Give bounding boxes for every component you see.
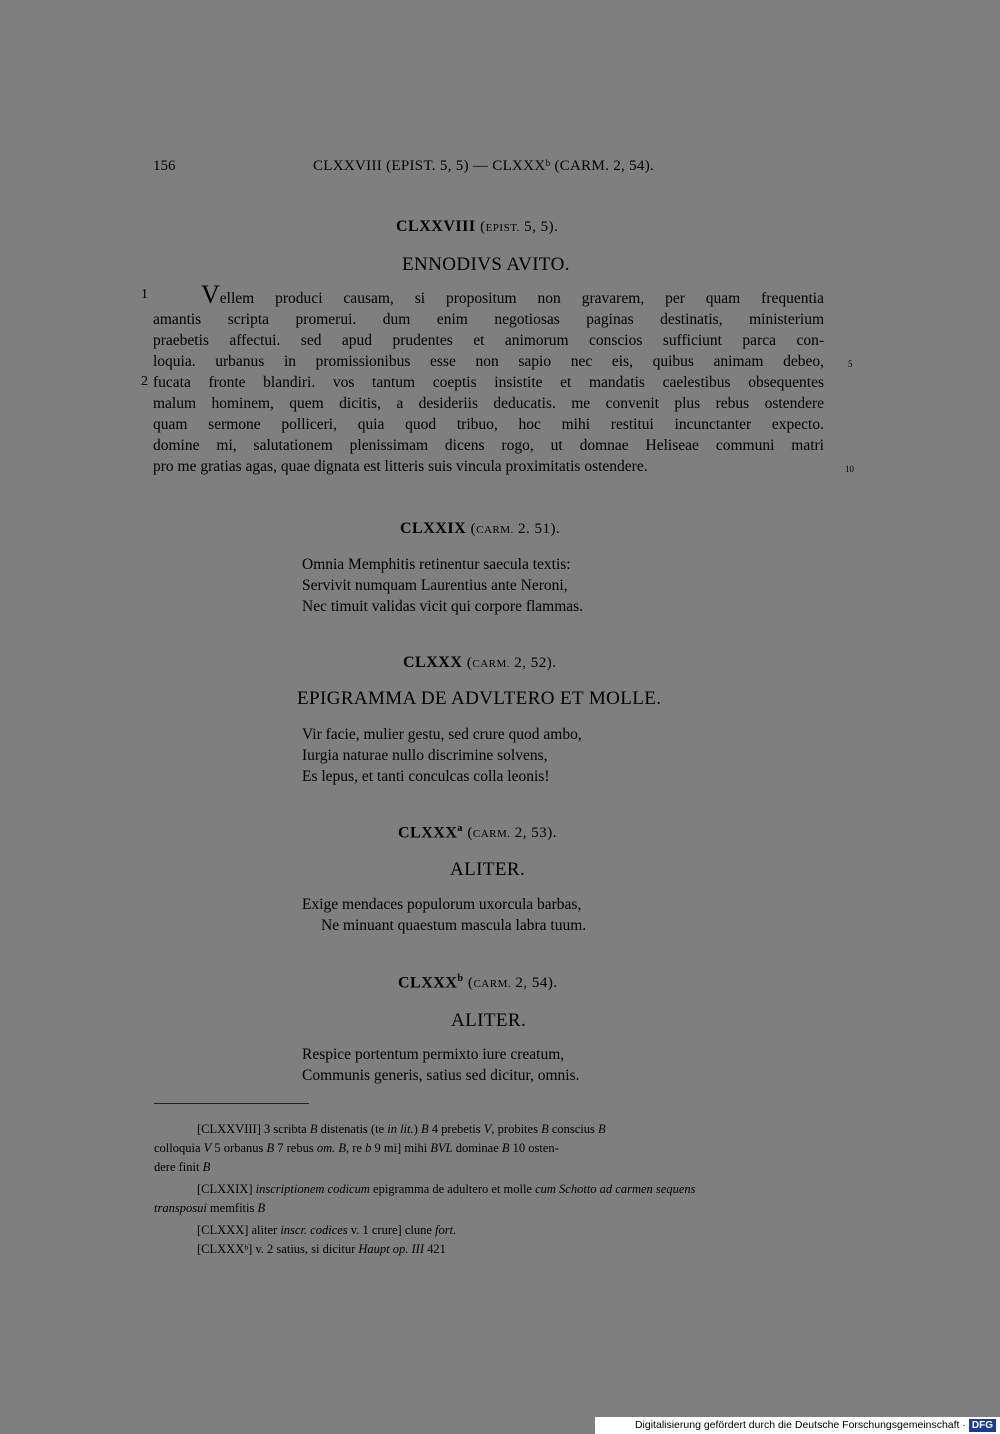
note-text: dominae	[452, 1141, 502, 1155]
section-title-ennodius-avito: ENNODIVS AVITO.	[402, 254, 570, 275]
note-text: [CLXXX] aliter	[197, 1223, 281, 1237]
verse-line: Communis generis, satius sed dicitur, omnis.	[302, 1067, 580, 1084]
heading-superscript: b	[457, 973, 464, 984]
note-siglum: b	[365, 1141, 372, 1155]
source-ref: 5, 5).	[519, 219, 559, 235]
apparatus-line-6	[154, 1221, 824, 1240]
footnote-rule	[154, 1103, 309, 1104]
heading-number: CLXXX	[398, 824, 458, 842]
letter-body	[153, 280, 824, 477]
critical-apparatus	[154, 1120, 824, 1259]
prose-line-8: domine mi, salutationem plenissimam dicens rogo, ut domnae Heliseae communi matri	[153, 437, 824, 454]
dfg-logo: DFG	[969, 1419, 996, 1432]
note-siglum: V	[483, 1122, 492, 1136]
note-text: 5 orbanus	[211, 1141, 267, 1155]
note-text: [CLXXIX]	[197, 1182, 256, 1196]
heading-source	[468, 975, 558, 991]
heading-source	[471, 521, 561, 537]
apparatus-line-5	[154, 1199, 824, 1218]
heading-source	[467, 655, 557, 671]
note-text: , probites	[491, 1122, 542, 1136]
prose-line-5: fucata fronte blandiri. vos tantum coeptis insistite et mandatis caelestibus obsequentes	[153, 374, 824, 391]
source-ref: 2, 53).	[510, 825, 558, 842]
heading-number: CLXXX	[403, 654, 463, 671]
section-heading-clxxx-b	[398, 973, 558, 992]
section-heading-clxxviii	[396, 218, 558, 236]
source-abbrev: CARM.	[472, 658, 511, 670]
note-text: colloquia	[154, 1141, 204, 1155]
section-title-aliter: ALITER.	[451, 1010, 527, 1031]
note-text: , re	[346, 1141, 366, 1155]
prose-line-7: quam sermone polliceri, quia quod tribuo, hoc mihi restitui incunctanter expecto.	[153, 416, 824, 433]
note-siglum: B	[202, 1160, 211, 1174]
source-abbrev: CARM.	[476, 524, 514, 536]
verse-line: Iurgia naturae nullo discrimine solvens,	[302, 747, 548, 764]
source-open: (	[480, 219, 486, 235]
drop-initial: V	[201, 280, 220, 309]
note-text: memfitis	[206, 1201, 258, 1215]
note-text: v. 1 crure] clune	[347, 1223, 436, 1237]
prose-line-1-text: ellem produci causam, si propositum non gravarem, per quam frequentia	[219, 290, 824, 307]
line-number-10: 10	[845, 464, 854, 474]
verse-line: Respice portentum permixto iure creatum,	[302, 1046, 565, 1063]
note-text: )	[413, 1122, 421, 1136]
note-text: 9 mi] mihi	[371, 1141, 431, 1155]
section-heading-clxxx-a	[398, 823, 557, 842]
page-number: 156	[153, 158, 176, 174]
source-open: (	[466, 655, 473, 671]
verse-line: Es lepus, et tanti conculcas colla leonis!	[302, 768, 550, 785]
note-italic: transposui	[154, 1201, 207, 1215]
source-ref: 2, 52).	[510, 655, 557, 671]
source-open: (	[467, 825, 473, 842]
note-siglum: B	[541, 1122, 549, 1136]
note-text: 4 prebetis	[428, 1122, 484, 1136]
verse-line: Ne minuant quaestum mascula labra tuum.	[321, 917, 587, 934]
apparatus-line-4	[154, 1180, 824, 1199]
heading-superscript: a	[457, 823, 463, 834]
heading-source	[467, 825, 557, 841]
poem-clxxx	[302, 724, 582, 787]
note-siglum: B	[257, 1201, 266, 1215]
apparatus-line-3	[154, 1158, 824, 1177]
prose-line-2: amantis scripta promerui. dum enim negotiosas paginas destinatis, ministerium	[153, 311, 824, 328]
note-text: distenatis (te	[317, 1122, 388, 1136]
poem-clxxx-a	[302, 894, 586, 936]
note-text: [CLXXVIII] 3 scribta	[197, 1122, 310, 1136]
note-italic: fort.	[435, 1223, 457, 1237]
poem-clxxix	[302, 554, 583, 617]
verse-line: Omnia Memphitis retinentur saecula textis:	[302, 556, 571, 573]
source-abbrev: EPIST.	[485, 222, 520, 234]
note-siglum: BVL	[430, 1141, 453, 1155]
prose-line-3: praebetis affectui. sed apud prudentes et animorum conscios sufficiunt parca con-	[153, 332, 824, 349]
note-text: 7 rebus	[274, 1141, 317, 1155]
note-text: dere finit	[154, 1160, 203, 1174]
note-text: 10 osten-	[509, 1141, 559, 1155]
apparatus-line-7	[154, 1240, 824, 1259]
section-heading-clxxx	[403, 654, 557, 672]
prose-line-1	[153, 280, 824, 309]
source-ref: 2. 51).	[513, 521, 561, 537]
source-abbrev: CARM.	[473, 978, 512, 991]
note-siglum: B	[501, 1141, 510, 1155]
note-italic: in lit.	[387, 1122, 414, 1136]
source-ref: 2, 54).	[511, 975, 558, 992]
heading-number: CLXXIX	[400, 520, 467, 537]
note-text: conscius	[548, 1122, 599, 1136]
apparatus-line-1	[154, 1120, 824, 1139]
note-siglum: B	[420, 1122, 429, 1136]
section-heading-clxxix	[400, 520, 560, 538]
note-siglum: B	[598, 1122, 606, 1136]
source-open: (	[467, 975, 474, 992]
verse-line: Vir facie, mulier gestu, sed crure quod ambo,	[302, 726, 582, 743]
note-siglum: V	[203, 1141, 212, 1155]
digitization-credit	[595, 1417, 1000, 1434]
verse-line: Nec timuit validas vicit qui corpore flammas.	[302, 598, 584, 615]
note-italic: cum Schotto ad carmen sequens	[535, 1182, 696, 1196]
running-title: CLXXVIII (EPIST. 5, 5) — CLXXXᵇ (CARM. 2, 54).	[313, 158, 655, 174]
source-abbrev: CARM.	[472, 828, 511, 841]
poem-clxxx-b	[302, 1044, 580, 1086]
prose-line-9: pro me gratias agas, quae dignata est litteris suis vincula proximitatis ostendere.	[153, 458, 648, 475]
note-italic: inscr. codices	[280, 1223, 348, 1237]
note-text: 421	[424, 1242, 446, 1256]
verse-line: Servivit numquam Laurentius ante Neroni,	[302, 577, 568, 594]
verse-line: Exige mendaces populorum uxorcula barbas,	[302, 896, 582, 913]
credit-text: Digitalisierung gefördert durch die Deutsche Forschungsgemeinschaft ·	[634, 1419, 966, 1431]
note-siglum: B	[309, 1122, 318, 1136]
note-text: [CLXXXᵇ] v. 2 satius, si dicitur	[197, 1242, 359, 1256]
prose-line-6: malum hominem, quem dicitis, a desideriis deducatis. me convenit plus rebus ostendere	[153, 395, 824, 412]
heading-number: CLXXVIII	[396, 218, 476, 235]
heading-source	[480, 219, 558, 235]
prose-line-4: loquia. urbanus in promissionibus esse non sapio nec eis, quibus animam debeo,	[153, 353, 824, 370]
note-italic: inscriptionem codicum	[255, 1182, 370, 1196]
apparatus-line-2	[154, 1139, 824, 1158]
margin-number-2: 2	[141, 374, 148, 389]
note-italic: om. B	[316, 1141, 346, 1155]
line-number-5: 5	[848, 359, 853, 369]
section-title-aliter: ALITER.	[450, 859, 526, 880]
margin-number-1: 1	[141, 287, 148, 302]
note-italic: Haupt op. III	[358, 1242, 425, 1256]
note-text: epigramma de adultero et molle	[369, 1182, 536, 1196]
note-siglum: B	[266, 1141, 275, 1155]
heading-number: CLXXX	[398, 974, 458, 992]
source-open: (	[470, 521, 477, 537]
section-title-epigramma: EPIGRAMMA DE ADVLTERO ET MOLLE.	[297, 688, 662, 709]
